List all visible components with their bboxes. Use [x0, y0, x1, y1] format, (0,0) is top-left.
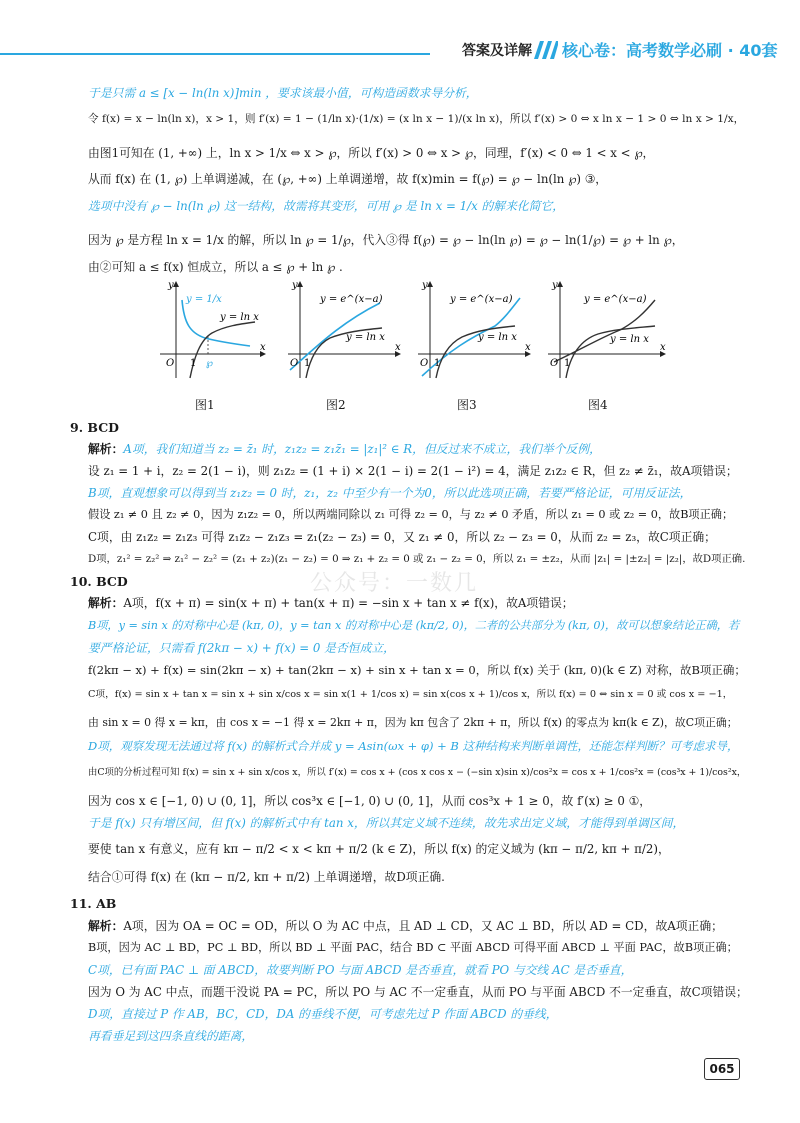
axis-x-label: x [660, 342, 666, 353]
axis-x-label: x [260, 342, 266, 353]
text-line: 结合①可得 f(x) 在 (kπ − π/2, kπ + π/2) 上单调递增，故D项正确. [88, 870, 445, 884]
text-line: A项，f(x + π) = sin(x + π) + tan(x + π) = −sin x + tan x ≠ f(x)，故A项错误； [123, 596, 574, 610]
figure-caption: 图2 [326, 398, 346, 412]
analysis-label: 解析： [88, 442, 124, 456]
figure-caption: 图3 [457, 398, 477, 412]
curve-exp [554, 300, 655, 362]
tick-one: 1 [564, 358, 571, 369]
text-line: B项，因为 AC ⊥ BD，PC ⊥ BD，所以 BD ⊥ 平面 PAC，结合 BD ⊂ 平面 ABCD 可得平面 ABCD ⊥ 平面 PAC，故B项正确； [88, 941, 738, 954]
text-line: 因为 O 为 AC 中点，而题干没说 PA = PC，所以 PO 与 AC 不一定垂直，从而 PO 与平面 ABCD 不一定垂直，故C项错误； [88, 985, 748, 999]
text-line: 因为 ℘ 是方程 ln x = 1/x 的解，所以 ln ℘ = 1/℘，代入③得 f(℘) = ℘ − ln(ln ℘) = ℘ − ln(1/℘) = ℘ + ln ℘， [88, 233, 684, 247]
curve-label-1: y = e^(x−a) [584, 294, 647, 305]
text-line: A项，因为 OA = OC = OD，所以 O 为 AC 中点，且 AD ⊥ CD，又 AC ⊥ BD，所以 AD = CD，故A项正确； [123, 919, 723, 933]
text-line: 因为 cos x ∈ [−1, 0) ∪ (0, 1]，所以 cos³x ∈ [−1, 0) ∪ (0, 1]，从而 cos³x + 1 ≥ 0，故 f′(x) ≥ 0 ①， [88, 794, 651, 808]
axis-y-label: y [552, 280, 558, 291]
text-line: 选项中没有 ℘ − ln(ln ℘) 这一结构，故需将其变形，可用 ℘ 是 ln x = 1/x 的解来化简它， [88, 199, 565, 213]
figure-2 [288, 280, 401, 378]
analysis-label: 解析： [88, 919, 124, 933]
text-line: 要严格论证，只需看 f(2kπ − x) + f(x) = 0 是否恒成立， [88, 641, 395, 655]
figure-1 [160, 280, 266, 378]
curve-label-1: y = e^(x−a) [320, 294, 383, 305]
header-rule [0, 53, 430, 55]
text-line: 令 f(x) = x − ln(ln x)，x > 1，则 f′(x) = 1 − (1/ln x)·(1/x) = (x ln x − 1)/(x ln x)，所以 f′(x) > 0 ⇔ x ln x − 1 > 0 ⇔ ln x > 1/x， [88, 113, 745, 125]
text-line: 由C项的分析过程可知 f(x) = sin x + sin x/cos x，所以 f′(x) = cos x + (cos x cos x − (−sin x)sin x)/cos²x = cos x + 1/cos²x = (cos³x + 1)/cos²x， [88, 767, 747, 778]
axis-y-label: y [292, 280, 298, 291]
text-line: A项，我们知道当 z₂ = z̄₁ 时，z₁z₂ = z₁z̄₁ = |z₁|² ∈ R，但反过来不成立，我们举个反例， [123, 442, 601, 456]
text-line: 设 z₁ = 1 + i，z₂ = 2(1 − i)，则 z₁z₂ = (1 + i) × 2(1 − i) = 2(1 − i²) = 4，满足 z₁z₂ ∈ R，但 z₂ ≠ z̄₁，故A项错误； [88, 464, 738, 478]
answer-9: 9. BCD [70, 420, 119, 435]
text-line: 于是只需 a ≤ [x − ln(ln x)]min ，要求该最小值，可构造函数求导分析， [88, 86, 478, 100]
text-line: 从而 f(x) 在 (1, ℘) 上单调递减，在 (℘, +∞) 上单调递增，故 f(x)min = f(℘) = ℘ − ln(ln ℘) ③， [88, 172, 608, 186]
axis-x-label: x [395, 342, 401, 353]
tick-one: 1 [434, 358, 441, 369]
origin-label: O [290, 358, 299, 369]
curve-label-1: y = e^(x−a) [450, 294, 513, 305]
text-line: 由图1可知在 (1, +∞) 上，ln x > 1/x ⇔ x > ℘，所以 f′(x) > 0 ⇔ x > ℘，同理，f′(x) < 0 ⇔ 1 < x < ℘， [88, 146, 655, 160]
figure-caption: 图1 [195, 398, 215, 412]
header-brand: 核心卷：高考数学必刷 · 40套 [562, 41, 778, 60]
text-line: 由 sin x = 0 得 x = kπ，由 cos x = −1 得 x = 2kπ + π，因为 kπ 包含了 2kπ + π，所以 f(x) 的零点为 kπ(k ∈ Z)，故C项正确； [88, 716, 738, 729]
text-line: 假设 z₁ ≠ 0 且 z₂ ≠ 0，因为 z₁z₂ = 0，所以两端同除以 z₁ 可得 z₂ = 0，与 z₂ ≠ 0 矛盾，所以 z₁ = 0 或 z₂ = 0，故B项正确； [88, 508, 734, 521]
axis-y-label: y [168, 280, 174, 291]
text-line: D项，直接过 P 作 AB，BC，CD，DA 的垂线不便，可考虑先过 P 作面 ABCD 的垂线， [88, 1007, 558, 1021]
page-number: 065 [704, 1058, 740, 1080]
text-line: 要使 tan x 有意义，应有 kπ − π/2 < x < kπ + π/2 (k ∈ Z)，所以 f(x) 的定义域为 (kπ − π/2, kπ + π/2)， [88, 842, 670, 856]
text-line: D项，z₁² = z₂² ⇒ z₁² − z₂² = (z₁ + z₂)(z₁ − z₂) = 0 ⇒ z₁ + z₂ = 0 或 z₁ − z₂ = 0，所以 z₁ = ±z₂，从而 |z₁| = |±z₂| = |z₂|，故D项正确. [88, 553, 746, 565]
text-line: C项，f(x) = sin x + tan x = sin x + sin x/cos x = sin x(1 + 1/cos x) = sin x(cos x + 1)/cos x，所以 f(x) = 0 ⇔ sin x = 0 或 cos x = −1， [88, 689, 733, 700]
text-line: B项，直观想象可以得到当 z₁z₂ = 0 时，z₁，z₂ 中至少有一个为0，所以此选项正确，若要严格论证，可用反证法， [88, 486, 692, 500]
text-line: D项，观察发现无法通过将 f(x) 的解析式合并成 y = Asin(ωx + φ) + B 这种结构来判断单调性，还能怎样判断？可考虑求导， [88, 739, 739, 753]
curve-label-1: y = 1/x [186, 294, 222, 305]
watermark: 公众号：一数几 [310, 571, 479, 596]
text-line: B项，y = sin x 的对称中心是 (kπ, 0)，y = tan x 的对称中心是 (kπ/2, 0)，二者的公共部分为 (kπ, 0)，故可以想象结论正确，若 [88, 619, 740, 632]
curve-label-2: y = ln x [610, 334, 649, 345]
origin-label: O [420, 358, 429, 369]
curve-label-2: y = ln x [220, 312, 259, 323]
curve-label-2: y = ln x [478, 332, 517, 343]
figure-3 [418, 280, 531, 378]
origin-label: O [166, 358, 175, 369]
tick-one: 1 [304, 358, 311, 369]
text-line: 再看垂足到这四条直线的距离， [88, 1029, 254, 1043]
curve-label-2: y = ln x [346, 332, 385, 343]
text-line: C项，已有面 PAC ⊥ 面 ABCD，故要判断 PO 与面 ABCD 是否垂直，就看 PO 与交线 AC 是否垂直， [88, 963, 633, 977]
figure-caption: 图4 [588, 398, 608, 412]
curve-reciprocal [182, 300, 250, 346]
wp-label: ℘ [206, 358, 213, 369]
curve-ln [190, 322, 255, 378]
axis-x-label: x [525, 342, 531, 353]
text-line: f(2kπ − x) + f(x) = sin(2kπ − x) + tan(2kπ − x) + sin x + tan x = 0，所以 f(x) 关于 (kπ, 0)(k ∈ Z) 对称，故B项正确； [88, 663, 746, 677]
tick-one: 1 [190, 358, 197, 369]
origin-label: O [550, 358, 559, 369]
text-line: 由②可知 a ≤ f(x) 恒成立，所以 a ≤ ℘ + ln ℘ . [88, 260, 343, 274]
text-line: 于是 f(x) 只有增区间，但 f(x) 的解析式中有 tan x，所以其定义域不连续，故先求出定义域，才能得到单调区间， [88, 816, 685, 830]
axis-y-label: y [422, 280, 428, 291]
answer-11: 11. AB [70, 896, 117, 911]
answer-10: 10. BCD [70, 574, 128, 589]
header-label: 答案及详解 [462, 43, 532, 59]
header-stripes-icon [534, 41, 558, 59]
analysis-label: 解析： [88, 596, 124, 610]
figure-4 [548, 280, 666, 378]
text-line: C项，由 z₁z₂ = z₁z₃ 可得 z₁z₂ − z₁z₃ = z₁(z₂ − z₃) = 0，又 z₁ ≠ 0，所以 z₂ − z₃ = 0，从而 z₂ = z₃，故C项正确； [88, 530, 716, 544]
figures [150, 278, 670, 408]
